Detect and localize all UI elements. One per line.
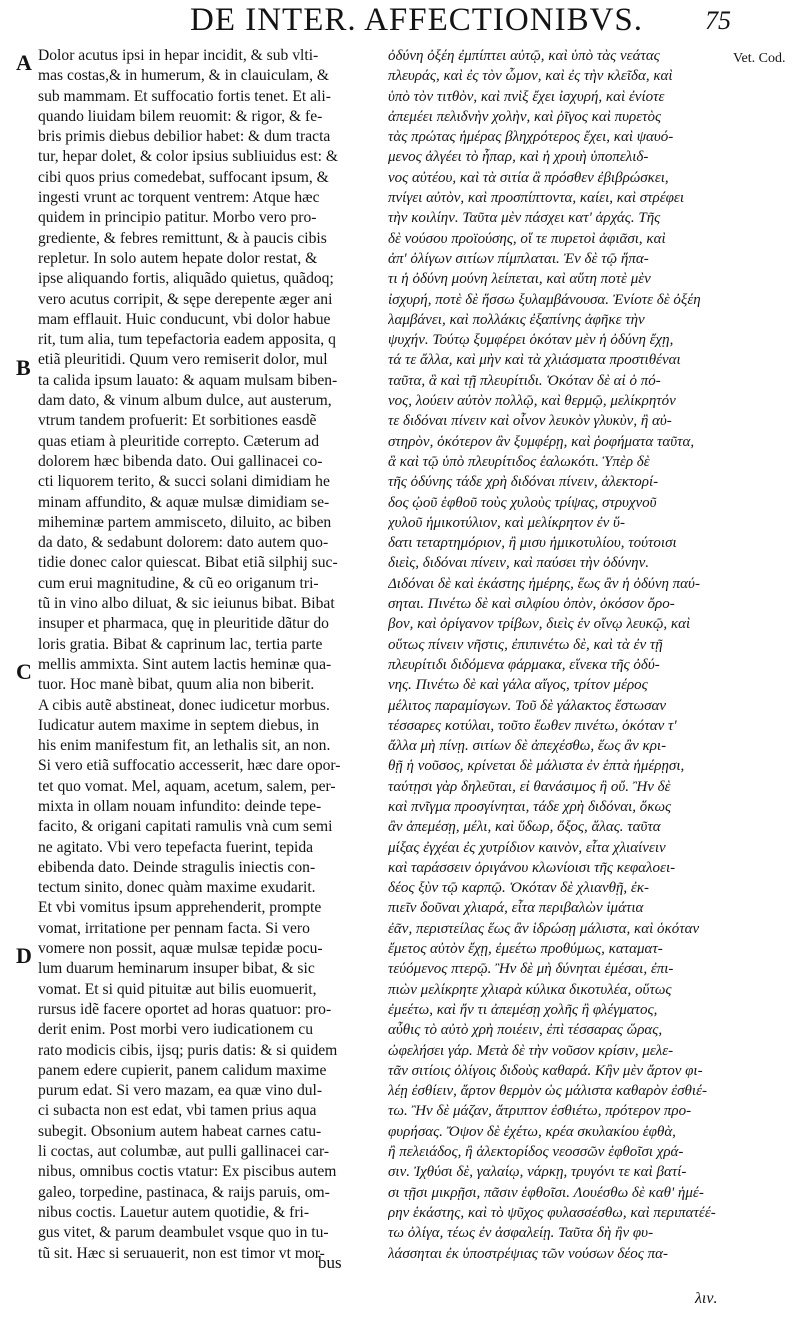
latin-text-line: vtrum tandem profuerit: Et sorbitiones easdẽ <box>38 412 317 430</box>
greek-text-line: ὠφελήσει γάρ. Μετὰ δὲ τὴν νοῦσον κρίσιν, μελε- <box>388 1042 674 1059</box>
greek-text-line: αὖθις τὸ αὐτὸ χρὴ ποιέειν, ἐπὶ τέσσαρας ὥρας, <box>388 1022 663 1039</box>
latin-text-line: sub mammam. Et suffocatio fortis tenet. Et ali- <box>38 87 331 105</box>
latin-text-line: mam efflauit. Huic conducunt, vbi dolor habue <box>38 310 331 328</box>
latin-text-line: derit enim. Post morbi vero iudicationem cu <box>38 1021 313 1039</box>
greek-text-line: οὕτως πίνειν νῆστις, ἐπιπινέτω δὲ, καὶ τὰ ἐν τῇ <box>388 636 663 653</box>
latin-text-line: bris primis diebus debilior habet: & dum tracta <box>38 128 331 146</box>
greek-text-line: μενος ἀλγέει τὸ ἧπαρ, καὶ ἡ χροιὴ ὑποπελιδ- <box>388 149 649 166</box>
latin-text-line: ipse aliquando fortis, aliquãdo quietus, quãdoq; <box>38 270 334 288</box>
greek-text-line: δατι τεταρτημόριον, ἢ μισυ ἡμικοτυλίου, τούτοισι <box>388 535 677 552</box>
greek-text-line: νος αὐτέου, καὶ τὰ σιτία ἃ πρόσθεν ἐβιβρώσκει, <box>388 169 669 186</box>
greek-text-line: πιὼν μελίκρητε χλιαρὰ κύλικα δικοτυλέα, οὕτως <box>388 981 672 998</box>
greek-text-line: πνίγει αὐτὸν, καὶ προσπίπτοντα, καίει, καὶ στρέφει <box>388 190 684 207</box>
latin-text-line: lum duarum heminarum insuper bibat, & sic <box>38 960 315 978</box>
latin-text-line: tũ sit. Hæc si seruauerit, non est timor vt mor- <box>38 1244 325 1262</box>
greek-text-line: πλευρίτιδι διδόμενα φάρμακα, εἵνεκα τῆς ὀδύ- <box>388 656 660 673</box>
greek-text-line: τὰς πρώτας ἡμέρας βληχρότερος ἔχει, καὶ ψαυό- <box>388 129 674 146</box>
folio-number: 75 <box>705 6 731 35</box>
latin-text-line: miheminæ partem ammisceto, diluito, ac biben <box>38 513 332 531</box>
greek-text-line: δέος ξὺν τῷ καρπῷ. Ὁκόταν δὲ χλιανθῇ, ἐκ- <box>388 880 650 897</box>
greek-text-line: ἃ καὶ τῷ ὑπὸ πλευρίτιδος ἑαλωκότι. Ὑπὲρ δὲ <box>388 453 650 470</box>
latin-text-line: quas etiam à pleuritide correpto. Cæterum ad <box>38 432 320 450</box>
margin-section-letter: A <box>16 50 32 75</box>
greek-text-line: τω ὀλίγα, τέως ἐν ἀσφαλείῃ. Ταῦτα δὴ ἢν φυ- <box>388 1225 654 1242</box>
greek-text-line: τι ἡ ὀδύνη μούνη λείπεται, καὶ αὕτη ποτὲ μὲν <box>388 271 651 288</box>
latin-text-line: tur, hepar dolet, & color ipsius subliuidus est: & <box>38 148 338 166</box>
latin-text-line: quando liuidam bilem reuomit: & rigor, & fe- <box>38 107 323 125</box>
latin-text-line: vero acutus corripit, & sępe derepente æger ani <box>38 290 333 308</box>
greek-text-line: ἄλλα μὴ πίνῃ. σιτίων δὲ ἀπεχέσθω, ἕως ἂν κρι- <box>388 738 667 755</box>
greek-text-line: θῇ ἡ νοῦσος, κρίνεται δὲ μάλιστα ἐν ἑπτὰ ἡμέρῃσι, <box>388 758 685 775</box>
greek-text-line: λάσσηται ἐκ ὑποστρέψιας τῶν νούσων δέος πα- <box>388 1245 669 1262</box>
latin-text-line: facito, & origani capitati ramulis vnà cum semi <box>38 818 333 836</box>
latin-text-line: cibi quos prius comedebat, suffocant ipsum, & <box>38 168 329 186</box>
greek-text-line: λαμβάνει, καὶ πολλάκις ἐξαπίνης ἀφῆκε τὴν <box>388 311 645 328</box>
greek-text-line: στηρὸν, ὁκότερον ἂν ξυμφέρῃ, καὶ ῥοφήματα ταῦτα, <box>388 433 695 450</box>
greek-text-line: ἀπεμέει πελιδνὴν χολὴν, καὶ ῥῖγος καὶ πυρετὸς <box>388 108 662 125</box>
greek-text-line: σηται. Πινέτω δὲ καὶ σιλφίου ὀπὸν, ὁκόσον ὄρο- <box>388 596 675 613</box>
latin-text-line: nibus, omnibus coctis vtatur: Ex piscibus autem <box>38 1163 337 1181</box>
latin-text-line: tet quo vomat. Mel, aquam, acetum, salem, per- <box>38 777 336 795</box>
latin-text-line: rit, tum alia, tum tepefactoria eadem apposita, q <box>38 331 336 349</box>
greek-text-line: ταῦτα, ἃ καὶ τῇ πλευρίτιδι. Ὁκόταν δὲ αἱ ὁ πό- <box>388 372 661 389</box>
latin-text-line: ci subacta non est edat, vbi tamen prius aqua <box>38 1102 317 1120</box>
greek-text-line: βον, καὶ ὀρίγανον τρίβων, διεὶς ἐν οἴνῳ λευκῷ, καὶ <box>388 616 691 633</box>
latin-text-line: rursus idẽ facere oportet ad horas quatuor: pro- <box>38 1000 332 1018</box>
latin-text-line: tũ in vino albo diluat, & sic ieiunus bibat. Bibat <box>38 595 335 613</box>
latin-text-line: tectum sinito, donec quàm maxime exudarit. <box>38 879 316 897</box>
greek-text-line: τέσσαρες κοτύλαι, τοῦτο ἕωθεν πινέτω, ὁκόταν τ' <box>388 717 677 734</box>
latin-text-line: panem edere cupierit, panem calidum maxime <box>38 1061 327 1079</box>
latin-text-line: insuper et pharmaca, quę in pleuritide dãtur do <box>38 615 329 633</box>
latin-text-line: gus vitet, & parum deambulet vsque quo in tu- <box>38 1224 329 1242</box>
latin-text-line: A cibis autẽ abstineat, donec iudicetur morbus. <box>38 696 330 714</box>
latin-text-line: Iudicatur autem maxime in septem diebus, in <box>38 716 320 734</box>
latin-text-line: vomat. Et si quid pituitæ aut bilis euomuerit, <box>38 980 317 998</box>
greek-text-line: τεύόμενος πτερῷ. Ἢν δὲ μὴ δύνηται ἐμέσαι, ἐπι- <box>388 961 674 978</box>
latin-text-line: subegit. Obsonium autem habeat carnes catu- <box>38 1122 322 1140</box>
latin-text-line: mellis ammixta. Sint autem lactis heminæ qua- <box>38 655 332 673</box>
greek-text-line: πλευράς, καὶ ἐς τὸν ὦμον, καὶ ἐς τὴν κλεῖδα, καὶ <box>388 68 673 85</box>
latin-text-line: purum edat. Si vero mazam, ea quæ vino dul- <box>38 1082 323 1100</box>
latin-text-line: cum erui magnitudine, & cũ eo origanum tri- <box>38 574 319 592</box>
greek-text-line: ἔμετος αὐτὸν ἔχῃ, ἐμεέτω προθύμως, καταματ- <box>388 941 663 958</box>
greek-text-line: ἐᾶν, περιστείλας ἕως ἂν ἱδρώσῃ μάλιστα, καὶ ὁκόταν <box>388 920 700 937</box>
greek-text-line: λέῃ ἐσθίειν, ἄρτον θερμὸν ὡς μάλιστα καθαρὸν ἐσθιέ- <box>388 1083 707 1100</box>
running-title: DE INTER. AFFECTIONIBVS. <box>190 2 644 38</box>
greek-text-line: Διδόναι δὲ καὶ ἑκάστης ἡμέρης, ἕως ἂν ἡ ὀδύνη παύ- <box>388 575 700 592</box>
latin-text-line: rato modicis cibis, ijsq; puris datis: & si quidem <box>38 1041 338 1059</box>
greek-text-line: καὶ πνῖγμα προσγίνηται, τάδε χρὴ διδόναι, ὅκως <box>388 798 672 815</box>
greek-text-line: δος ᾠοῦ ἑφθοῦ τοὺς χυλοὺς τρίψας, στρυχνοῦ <box>388 494 657 511</box>
latin-text-line: mas costas,& in humerum, & in clauiculam, & <box>38 67 330 85</box>
greek-text-line: χυλοῦ ἡμικοτύλιον, καὶ μελίκρητον ἐν ὕ- <box>388 514 625 531</box>
greek-text-line: σι τῇσι μικρῇσι, πᾶσιν ἑφθοῖσι. Λουέσθω δὲ καθ' ἡμέ- <box>388 1184 704 1201</box>
greek-text-line: τε διδόναι πίνειν καὶ οἶνον λευκὸν γλυκὺν, ἢ αὐ- <box>388 413 672 430</box>
latin-text-line: tuor. Hoc manè bibat, quum alia non biberit. <box>38 676 315 694</box>
latin-column <box>38 46 374 1264</box>
greek-text-line: τω. Ἢν δὲ μάζαν, ἄτριπτον ἐσθιέτω, πρότερον προ- <box>388 1103 692 1120</box>
latin-text-line: cti liquorem terito, & succi solani dimidiam he <box>38 473 330 491</box>
latin-text-line: loris gratia. Bibat & caprinum lac, tertia parte <box>38 635 323 653</box>
margin-note: Vet. Cod. <box>733 51 786 66</box>
greek-text-line: ἢ πελειάδος, ἢ ἀλεκτορίδος νεοσσῶν ἑφθοῖσι χρά- <box>388 1144 684 1161</box>
greek-text-line: ἰσχυρή, ποτὲ δὲ ἥσσω ξυλαμβάνουσα. Ἐνίοτε δὲ ὀξέη <box>388 291 701 308</box>
greek-text-line: τῆς ὀδύνης τάδε χρὴ διδόναι πίνειν, ἀλεκτορί- <box>388 474 659 491</box>
latin-text-line: vomere non possit, aquæ mulsæ tepidæ pocu- <box>38 940 323 958</box>
greek-text-line: ἂν ἀπεμέσῃ, μέλι, καὶ ὕδωρ, ὄξος, ἅλας. ταῦτα <box>388 819 661 836</box>
greek-text-line: ψυχήν. Τούτῳ ξυμφέρει ὁκόταν μὲν ἡ ὀδύνη ἔχῃ, <box>388 332 674 349</box>
running-header <box>190 2 750 38</box>
greek-text-line: νος, λούειν αὐτὸν πολλῷ, καὶ θερμῷ, μελίκρητόν <box>388 393 676 410</box>
greek-text-line: σιν. Ἰχθύσι δὲ, γαλαίῳ, νάρκῃ, τρυγόνι τε καὶ βατί- <box>388 1164 687 1181</box>
margin-section-letter: D <box>16 943 32 969</box>
greek-text-line: ταύτῃσι γὰρ δηλεῦται, εἰ θανάσιμος ἢ οὔ. Ἢν δὲ <box>388 778 671 795</box>
latin-catchword: bus <box>318 1253 342 1272</box>
greek-text-line: ὑπὸ τὸν τιτθὸν, καὶ πνὶξ ἔχει ἰσχυρή, καὶ ἐνίοτε <box>388 88 665 105</box>
latin-text-line: repletur. In solo autem hepate dolor restat, & <box>38 249 318 267</box>
latin-text-line: Dolor acutus ipsi in hepar incidit, & sub vlti- <box>38 47 319 64</box>
greek-text-line: ὀδύνη ὀξέη ἐμπίπτει αὐτῷ, καὶ ὑπὸ τὰς νεάτας <box>388 48 660 64</box>
latin-text-line: da dato, & sedabunt dolorem: dato autem quo- <box>38 534 329 552</box>
latin-text-line: Et vbi vomitus ipsum apprehenderit, prompte <box>38 899 322 917</box>
greek-text-line: ρην ἑκάστης, καὶ τὸ ψῦχος φυλασσέσθω, καὶ περιπατέέ- <box>388 1204 716 1221</box>
greek-text-line: πιεῖν δοῦναι χλιαρά, εἶτα περιβαλὼν ἱμάτια <box>388 900 644 917</box>
greek-text-line: τὴν κοιλίην. Ταῦτα μὲν πάσχει κατ' ἀρχάς. Τῆς <box>388 210 661 227</box>
latin-text-line: ne agitato. Vbi vero tepefacta fuerint, tepida <box>38 838 314 856</box>
greek-text-line: μέλιτος παραμίσγων. Τοῦ δὲ γάλακτος ἔστωσαν <box>388 697 667 714</box>
latin-text-line: quidem in principio patitur. Morbo vero pro- <box>38 209 317 227</box>
latin-text-line: Si vero etiã suffocatio accesserit, hæc dare opor- <box>38 757 341 775</box>
greek-text-line: μίξας ἐγχέαι ἐς χυτρίδιον καινὸν, εἶτα χλιαίνειν <box>388 839 666 856</box>
greek-text-line: φυρήσας. Ὄψον δὲ ἐχέτω, κρέα σκυλακίου ἑφθὰ, <box>388 1123 676 1140</box>
latin-text-line: mixta in ollam nouam infundito: deinde tepe- <box>38 797 322 815</box>
greek-text-line: νης. Πινέτω δὲ καὶ γάλα αἴγος, τρίτον μέρος <box>388 677 648 694</box>
margin-section-letter: B <box>16 354 31 380</box>
latin-text-line: etiã pleuritidi. Quum vero remiserit dolor, mul <box>38 351 328 369</box>
greek-text-line: τά τε ἄλλα, καὶ μὴν καὶ τὰ χλιάσματα προστιθέναι <box>388 352 681 369</box>
greek-column <box>388 46 732 1264</box>
latin-text-line: his enim manifestum fit, an lethalis sit, an non. <box>38 737 331 755</box>
latin-text-line: galeo, torpedine, pastinaca, & raijs paruis, om- <box>38 1183 330 1201</box>
greek-text-line: δὲ νούσου προϊούσης, οἵ τε πυρετοὶ ἀφιᾶσι, καὶ <box>388 230 666 247</box>
latin-text-line: grediente, & febres remittunt, & à paucis cibis <box>38 229 327 247</box>
greek-text-line: τᾶν σιτίοις ὀλίγοις διδοὺς καθαρά. Κἢν μὲν ἄρτον φι- <box>388 1062 703 1079</box>
latin-text-line: nibus coctis. Lauetur autem quotidie, & fri- <box>38 1203 310 1221</box>
latin-text-line: ingesti vrunt ac torquent ventrem: Atque hæc <box>38 189 320 207</box>
greek-text-line: ἐμεέτω, καὶ ἤν τι ἀπεμέσῃ χολῆς ἢ φλέγματος, <box>388 1001 658 1018</box>
latin-text-line: ebibenda dato. Deinde stragulis iniectis con- <box>38 858 316 876</box>
latin-text-line: dolorem hæc bibenda dato. Oui gallinacei co- <box>38 452 323 470</box>
latin-text-line: minam affundito, & aquæ mulsæ dimidiam se- <box>38 493 330 511</box>
greek-text-line: διεὶς, διδόναι πίνειν, καὶ παύσει τὴν ὀδύνην. <box>388 555 650 572</box>
margin-section-letter: C <box>16 659 32 684</box>
greek-catchword: λιν. <box>695 1290 718 1307</box>
greek-text-line: καὶ ταράσσειν ὀριγάνου κλωνίοισι τῆς κεφαλοει- <box>388 859 676 876</box>
latin-text-line: dam dato, & vinum album dulce, aut austerum, <box>38 392 332 410</box>
greek-text-line: ἀπ' ὀλίγων σιτίων πίμπλαται. Ἐν δὲ τῷ ἥπα- <box>388 250 649 267</box>
latin-text-line: vomat, irritatione per pennam facta. Si vero <box>38 919 310 937</box>
latin-text-line: tidie donec calor quiescat. Bibat etiã silphij suc- <box>38 554 338 572</box>
latin-text-line: li coctas, aut columbæ, aut pulli gallinacei car- <box>38 1143 330 1161</box>
latin-text-line: ta calida ipsum lauato: & aquam mulsam biben- <box>38 371 338 389</box>
